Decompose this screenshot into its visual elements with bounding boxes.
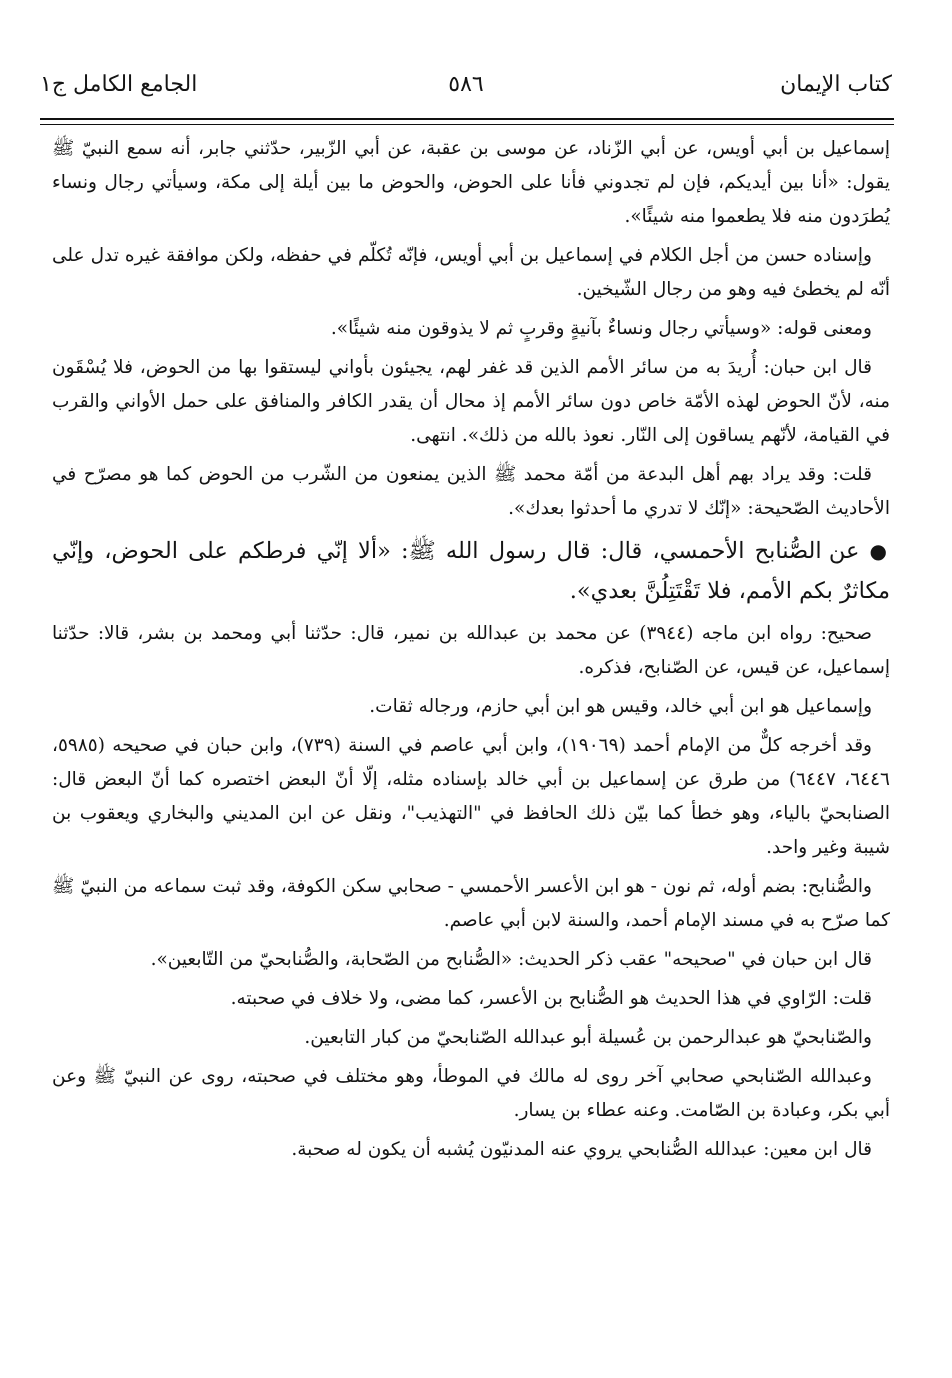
hadith-text bbox=[52, 531, 890, 611]
header-rule-thin bbox=[40, 124, 894, 125]
paragraph-sunabihi: والصّنابحيّ هو عبدالرحمن بن عُسيلة أبو عبدالله الصّنابحيّ من كبار التابعين. bbox=[304, 1027, 872, 1048]
page-number: ٥٨٦ bbox=[448, 72, 484, 97]
bullet-icon: ● bbox=[869, 539, 891, 563]
book-title: كتاب الإيمان bbox=[780, 72, 892, 97]
paragraph-ibn-maeen: قال ابن معين: عبدالله الصُّنابحي يروي عنه المدنيّون يُشبه أن يكون له صحبة. bbox=[291, 1139, 872, 1160]
hadith-body: عن الصُّنابح الأحمسي، قال: قال رسول الله ﷺ: «ألا إنّي فرطكم على الحوض، وإنّي مكاثرٌ بكم الأمم، فلا تَقْتَتِلُنَّ بعدي». bbox=[52, 538, 890, 604]
page-body bbox=[52, 132, 890, 1172]
header-rule-thick bbox=[40, 118, 894, 120]
page-header bbox=[40, 62, 892, 114]
paragraph-narrators: وإسماعيل هو ابن أبي خالد، وقيس هو ابن أبي حازم، ورجاله ثقات. bbox=[369, 696, 872, 717]
paragraph-grading: صحيح: رواه ابن ماجه (٣٩٤٤) عن محمد بن عبدالله بن نمير، قال: حدّثنا أبي ومحمد بن بشر، قالا: حدّثنا إسماعيل، عن قيس، عن الصّنابح، فذكره. bbox=[52, 623, 890, 678]
paragraph-meaning: ومعنى قوله: «وسيأتي رجال ونساءٌ بآنيةٍ وقربٍ ثم لا يذوقون منه شيئًا». bbox=[330, 318, 872, 339]
paragraph-sunabih: والصُّنابح: بضم أوله، ثم نون - هو ابن الأعسر الأحمسي - صحابي سكن الكوفة، وقد ثبت سماعه من النبيّ ﷺ كما صرّح به في مسند الإمام أحمد، والسنة لابن أبي عاصم. bbox=[52, 876, 890, 931]
paragraph-isnad-note: وإسناده حسن من أجل الكلام في إسماعيل بن أبي أويس، فإنّه تُكلّم في حفظه، ولكن موافقة غيره تدل على أنّه لم يخطئ فيه وهو من رجال الشّيخين. bbox=[52, 245, 890, 300]
paragraph-continuation: إسماعيل بن أبي أويس، عن أبي الزّناد، عن موسى بن عقبة، عن أبي الزّبير، حدّثني جابر، أنه سمع النبيّ ﷺ يقول: «أنا بين أيديكم، فإن لم تجدوني فأنا على الحوض، والحوض ما بين أيلة إلى مكة، وسيأتي رجال ونساء يُطرَدون منه فلا يطعموا منه شيئًا». bbox=[52, 138, 890, 227]
paragraph-abdullah-sunabihi: وعبدالله الصّنابحي صحابي آخر روى له مالك في الموطأ، وهو مختلف في صحبته، روى عن النبيّ ﷺ وعن أبي بكر، وعبادة بن الصّامت. وعنه عطاء بن يسار. bbox=[52, 1066, 890, 1121]
paragraph-ibn-hibban-quote: قال ابن حبان: أُريدَ به من سائر الأمم الذين قد غفر لهم، يجيئون بأواني ليستقوا بها من الحوض، فلا يُسْقَون منه، لأنّ الحوض لهذه الأمّة خاص دون سائر الأمم إذ محال أن يقدر الكافر والمنافق على حمل الأواني والقرب في القيامة، لأنّهم يساقون إلى النّار. نعوذ بالله من ذلك». انتهى. bbox=[52, 357, 890, 446]
paragraph-ibn-hibban-note: قال ابن حبان في "صحيحه" عقب ذكر الحديث: «الصُّنابح من الصّحابة، والصُّنابحيّ من التّابعين». bbox=[150, 949, 872, 970]
paragraph-rawi-note: قلت: الرّاوي في هذا الحديث هو الصُّنابح بن الأعسر، كما مضى، ولا خلاف في صحبته. bbox=[230, 988, 872, 1009]
paragraph-takhrij: وقد أخرجه كلٌّ من الإمام أحمد (١٩٠٦٩)، وابن أبي عاصم في السنة (٧٣٩)، وابن حبان في صحيحه (٥٩٨٥، ٦٤٤٦، ٦٤٤٧) من طرق عن إسماعيل بن أبي خالد بإسناده مثله، إلّا أنّ البعض اختصره كما أنّ البعض قال: الصنابحيّ بالياء، وهو خطأ كما بيّن ذلك الحافظ في "التهذيب"، ونقل عن ابن المديني والبخاري ويعقوب بن شيبة وغير واحد. bbox=[52, 735, 890, 858]
collection-title: الجامع الكامل ج١ bbox=[40, 72, 198, 97]
paragraph-author-comment: قلت: وقد يراد بهم أهل البدعة من أمّة محمد ﷺ الذين يمنعون من الشّرب من الحوض كما هو مصرّح في الأحاديث الصّحيحة: «إنّك لا تدري ما أحدثوا بعدك». bbox=[52, 464, 890, 519]
